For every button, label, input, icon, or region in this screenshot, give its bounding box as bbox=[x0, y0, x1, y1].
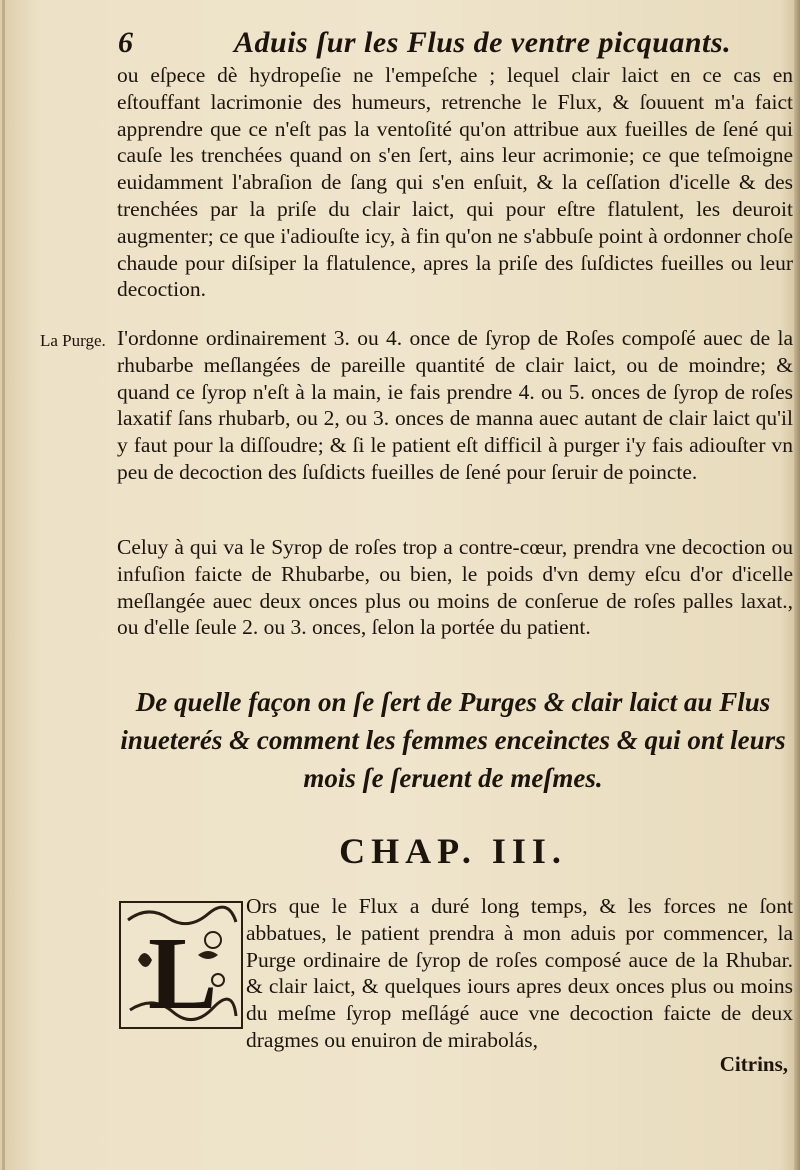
drop-cap-letter: L bbox=[148, 916, 218, 1030]
page-header bbox=[112, 22, 792, 66]
paragraph-2: I'ordonne ordinairement 3. ou 4. once de ſyrop de Roſes compoſé auec de la rhubarbe meſlangées de pareille quantité de clair laict, ou de moindre; & quand ce ſyrop n'eſt à la main, ie fais prendre 4. ou 5. onces de ſyrop de roſes laxatif ſans rhubarb, ou 2, ou 3. onces de manna auec autant de clair laict qu'il y faut pour la diſſoudre; & ſi le patient eſt difficil à purger i'y fais adiouſter vn peu de decoction des ſuſdicts fueilles de ſené pour ſeruir de poincte. bbox=[117, 326, 793, 484]
chapter-heading: CHAP. III. bbox=[339, 831, 567, 871]
page-number: 6 bbox=[118, 26, 133, 59]
catchword: Citrins, bbox=[719, 1052, 788, 1076]
chapter-paragraph: Ors que le Flux a duré long temps, & les forces ne ſont abbatues, le patient prendra à mon aduis por commencer, la Purge ordinaire de ſyrop de roſes composé auce de la Rhubar. & clair laict, & quelques iours apres deux onces plus ou moins du meſme ſyrop meſlágé auce vne decoction faicte de deux dragmes ou enuiron de mirabolás, bbox=[246, 894, 793, 1052]
page-edge bbox=[794, 0, 800, 1170]
section-heading: De quelle façon on ſe ſert de Purges & clair laict au Flus inueterés & comment les femmes enceinctes & qui ont leurs mois ſe ſeruent de meſmes. bbox=[120, 687, 786, 793]
margin-note: La Purge. bbox=[40, 331, 106, 350]
binding-gutter bbox=[2, 0, 5, 1170]
ornamental-drop-cap bbox=[118, 900, 244, 1030]
running-title: Aduis ſur les Flus de ventre picquants. bbox=[234, 26, 732, 59]
paragraph-1: ou eſpece dè hydropeſie ne l'empeſche ; lequel clair laict en ce cas en eſtouffant lacrimonie des humeurs, retrenche le Flux, & ſouuent m'a faict apprendre que ce n'eſt pas la ventoſité qu'on attribue aux fueilles de ſené qui cauſe les trenchées quand on s'en ſert, ains leur acrimonie; ce que teſmoigne euidamment l'abraſion de ſang qui s'en enſuit, & la ceſſation d'icelle & des trenchées par la priſe du clair laict, qui pour eſtre flatulent, les deuroit augmenter; ce que i'adiouſte icy, à fin qu'on ne s'abbuſe point à ordonner choſe chaude pour diſsiper la flatulence, apres la priſe des ſuſdictes fueilles ou leur decoction. bbox=[117, 63, 793, 302]
paragraph-3: Celuy à qui va le Syrop de roſes trop a contre-cœur, prendra vne decoction ou infuſion faicte de Rhubarbe, ou bien, le poids d'vn demy eſcu d'or d'icelle meſlangée auec deux onces plus ou moins de conſerue de roſes palles laxat., ou d'elle ſeule 2. ou 3. onces, ſelon la portée du patient. bbox=[117, 535, 793, 640]
